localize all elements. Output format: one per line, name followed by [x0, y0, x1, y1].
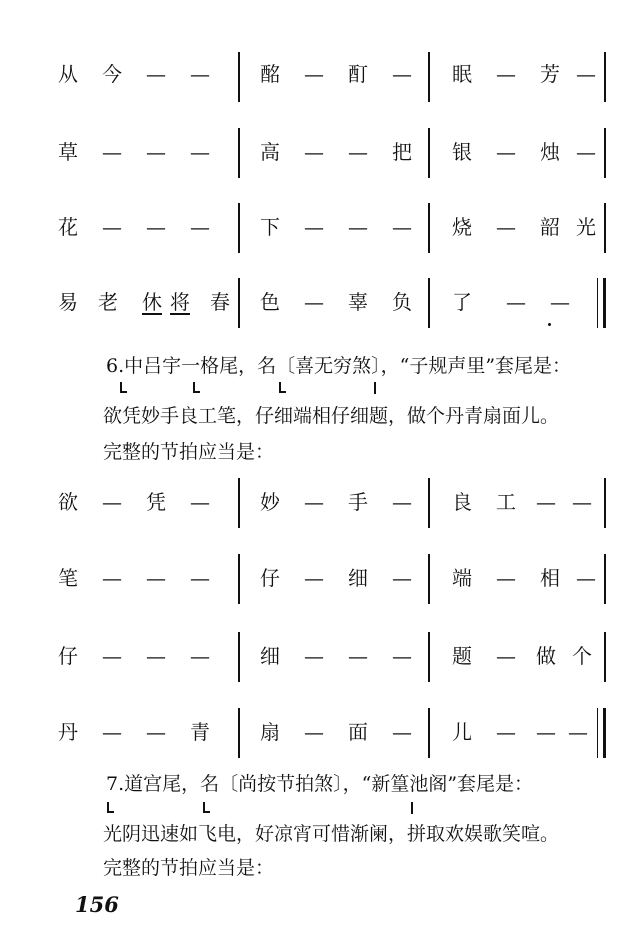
score1-r3-c4: — [190, 215, 210, 239]
score1-r3-c10: — [496, 215, 516, 239]
score2-r3-c4: — [190, 644, 210, 668]
score2-r1-c9: 良 [452, 490, 472, 514]
score1-r1-c11: 芳 [540, 62, 560, 86]
score1-r3-c5: 下 [260, 215, 280, 239]
score1-r3-c2: — [102, 215, 122, 239]
score2-r3-c7: — [348, 644, 368, 668]
score1-r1-c9: 眠 [452, 62, 472, 86]
barline [604, 478, 606, 528]
barline [238, 632, 240, 682]
score2-r4-c6: — [304, 720, 324, 744]
score1-r2-c12: — [576, 140, 596, 164]
score1-r4-c9: 负 [392, 290, 412, 314]
section7-line3: 完整的节拍应当是： [103, 857, 275, 879]
score2-r2-c11: 相 [540, 566, 560, 590]
barline [238, 278, 240, 328]
score2-r2-c1: 笔 [58, 566, 78, 590]
final-barline-thin [597, 708, 598, 758]
score2-r2-c4: — [190, 566, 210, 590]
score2-r2-c5: 仔 [260, 566, 280, 590]
barline [238, 708, 240, 758]
score1-r2-c10: — [496, 140, 516, 164]
score2-r1-c4: — [190, 490, 210, 514]
score1-r4-c2: 老 [98, 290, 118, 314]
score1-r3-c1: 花 [58, 215, 78, 239]
score2-r2-c10: — [496, 566, 516, 590]
score2-r3-c12: 个 [572, 644, 592, 668]
score2-r4-c3: — [146, 720, 166, 744]
score2-r1-c1: 欲 [58, 490, 78, 514]
score1-r1-c3: — [146, 62, 166, 86]
score1-r1-c2: 今 [102, 62, 122, 86]
score1-r2-c2: — [102, 140, 122, 164]
score2-r4-c9: 儿 [452, 720, 472, 744]
barline [238, 52, 240, 102]
barline [604, 128, 606, 178]
section7-line1: 7.道宫尾，名〔尚按节拍煞〕，“新篁池阁”套尾是： [106, 773, 534, 795]
score2-r2-c6: — [304, 566, 324, 590]
score1-r1-c4: — [190, 62, 210, 86]
score1-r2-c7: — [348, 140, 368, 164]
dot-mark [548, 323, 551, 326]
section7-line2: 光阴迅速如飞电，好凉宵可惜渐阑，拼取欢娱歌笑喧。 [103, 823, 560, 845]
barline [428, 708, 430, 758]
score2-r4-c5: 扇 [260, 720, 280, 744]
score1-r1-c10: — [496, 62, 516, 86]
score2-r4-c11: — [536, 720, 556, 744]
score1-r2-c8: 把 [392, 140, 412, 164]
score1-r1-c8: — [392, 62, 412, 86]
score2-r4-c12: — [568, 720, 588, 744]
score2-r2-c8: — [392, 566, 412, 590]
score2-r2-c7: 细 [348, 566, 368, 590]
score1-r2-c9: 银 [452, 140, 472, 164]
score1-r4-c10: 了 [452, 290, 472, 314]
section6-beat-marks [103, 382, 623, 396]
barline [238, 554, 240, 604]
barline [428, 554, 430, 604]
score1-r1-c12: — [576, 62, 596, 86]
score1-r4-c12: — [550, 290, 570, 314]
final-barline-thick [603, 278, 606, 328]
score1-r2-c4: — [190, 140, 210, 164]
score2-r4-c2: — [102, 720, 122, 744]
score2-r2-c3: — [146, 566, 166, 590]
score2-r3-c8: — [392, 644, 412, 668]
score2-r3-c2: — [102, 644, 122, 668]
score1-r2-c3: — [146, 140, 166, 164]
score1-r1-c7: 酊 [348, 62, 368, 86]
score2-r4-c8: — [392, 720, 412, 744]
barline [428, 478, 430, 528]
score1-r3-c3: — [146, 215, 166, 239]
score2-r2-c9: 端 [452, 566, 472, 590]
score2-r2-c12: — [576, 566, 596, 590]
score1-r4-c4: 将 [170, 290, 190, 314]
score2-r1-c5: 妙 [260, 490, 280, 514]
score2-r1-c7: 手 [348, 490, 368, 514]
score1-r3-c6: — [304, 215, 324, 239]
score1-r1-c1: 从 [58, 62, 78, 86]
score1-r4-c11: — [506, 290, 526, 314]
section6-line3: 完整的节拍应当是： [103, 441, 275, 463]
score2-r3-c1: 仔 [58, 644, 78, 668]
score2-r2-c2: — [102, 566, 122, 590]
barline [604, 203, 606, 253]
score1-r1-c6: — [304, 62, 324, 86]
score2-r1-c3: 凭 [146, 490, 166, 514]
score1-r2-c6: — [304, 140, 324, 164]
final-barline-thin [597, 278, 598, 328]
score1-r1-c5: 酩 [260, 62, 280, 86]
barline [238, 478, 240, 528]
barline [428, 52, 430, 102]
score2-r3-c3: — [146, 644, 166, 668]
score2-r1-c6: — [304, 490, 324, 514]
score1-r4-c6: 色 [260, 290, 280, 314]
score1-r2-c11: 烛 [540, 140, 560, 164]
barline [238, 128, 240, 178]
score1-r4-c7: — [304, 290, 324, 314]
barline [238, 203, 240, 253]
score1-r3-c9: 烧 [452, 215, 472, 239]
score1-r3-c11: 韶 [540, 215, 560, 239]
section6-line1: 6.中吕宇一格尾，名〔喜无穷煞〕，“子规声里”套尾是： [106, 355, 572, 377]
score1-r4-c1: 易 [58, 290, 78, 314]
score2-r1-c12: — [572, 490, 592, 514]
barline [428, 203, 430, 253]
barline [428, 278, 430, 328]
score2-r3-c11: 做 [536, 644, 556, 668]
barline [428, 632, 430, 682]
score2-r4-c1: 丹 [58, 720, 78, 744]
score2-r4-c10: — [496, 720, 516, 744]
score2-r3-c9: 题 [452, 644, 472, 668]
barline [604, 554, 606, 604]
score1-r3-c8: — [392, 215, 412, 239]
final-barline-thick [603, 708, 606, 758]
score2-r1-c11: — [536, 490, 556, 514]
barline [604, 632, 606, 682]
score2-r4-c7: 面 [348, 720, 368, 744]
score1-r4-c5: 春 [210, 290, 230, 314]
score2-r3-c5: 细 [260, 644, 280, 668]
score1-r3-c12: 光 [576, 215, 596, 239]
score2-r1-c2: — [102, 490, 122, 514]
score1-r4-c3: 休 [142, 290, 162, 314]
page-number: 156 [75, 892, 119, 917]
score2-r1-c10: 工 [496, 490, 516, 514]
score1-r2-c5: 高 [260, 140, 280, 164]
barline [428, 128, 430, 178]
score1-r2-c1: 草 [58, 140, 78, 164]
score2-r1-c8: — [392, 490, 412, 514]
section6-line2: 欲凭妙手良工笔，仔细端相仔细题，做个丹青扇面儿。 [103, 405, 560, 427]
section7-beat-marks [103, 802, 623, 816]
score1-r3-c7: — [348, 215, 368, 239]
score2-r3-c6: — [304, 644, 324, 668]
score2-r3-c10: — [496, 644, 516, 668]
score1-r4-c8: 辜 [348, 290, 368, 314]
barline [604, 52, 606, 102]
score2-r4-c4: 青 [190, 720, 210, 744]
